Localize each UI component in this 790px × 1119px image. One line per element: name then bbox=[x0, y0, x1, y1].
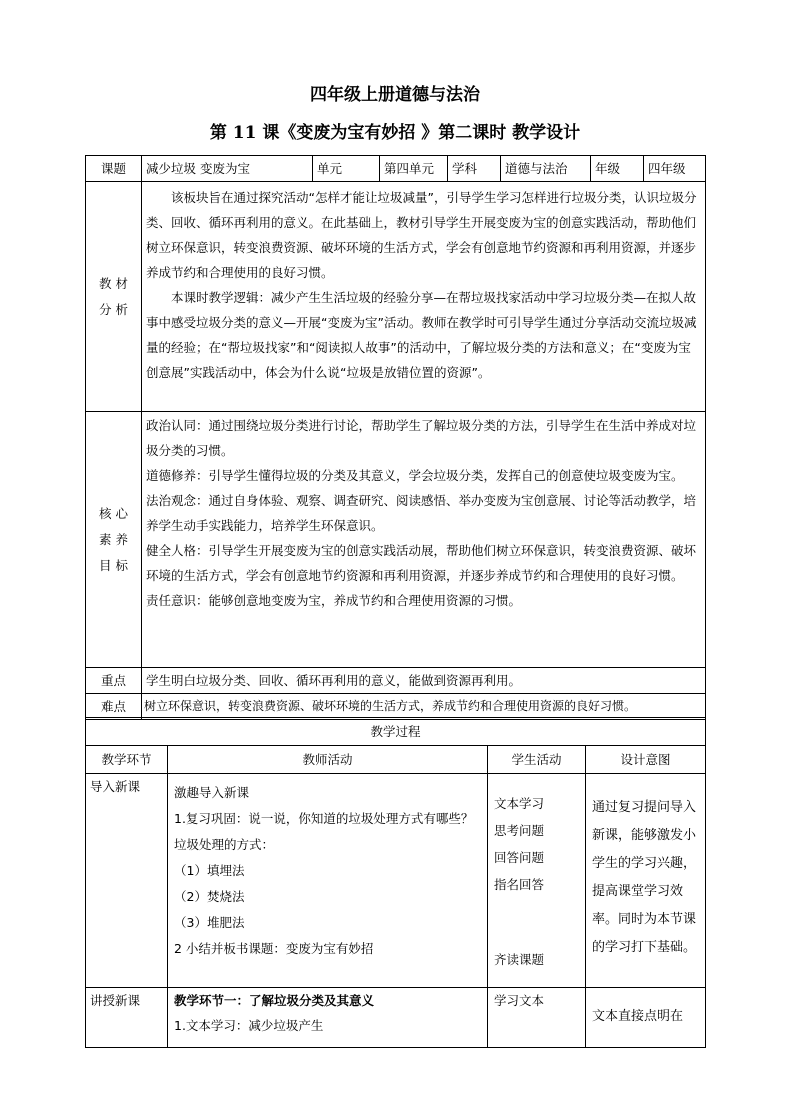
key-point-label: 重点 bbox=[86, 668, 142, 694]
intro-intent: 通过复习提问导入新课，能够激发小学生的学习兴趣，提高课堂学习效率。同时为本节课的学习打下基础。 bbox=[586, 774, 706, 988]
analysis-label-line-1: 教 材 bbox=[99, 275, 128, 291]
intro-student-cell bbox=[488, 774, 586, 988]
goals-label-line-3: 目 标 bbox=[99, 557, 128, 573]
goal-item: 政治认同：通过围绕垃圾分类进行讨论，帮助学生了解垃圾分类的方法，引导学生在生活中养成对垃圾分类的习惯。 bbox=[146, 418, 697, 458]
header-student: 学生活动 bbox=[488, 746, 586, 774]
lesson-stage: 讲授新课 bbox=[86, 988, 168, 1048]
document-subtitle: 第 11 课《变废为宝有妙招 》第二课时 教学设计 bbox=[209, 123, 581, 143]
lesson-info-table bbox=[85, 155, 706, 720]
goal-item: 法治观念：通过自身体验、观察、调查研究、阅读感悟、举办变废为宝创意展、讨论等活动教学，培养学生动手实践能力，培养学生环保意识。 bbox=[146, 493, 697, 533]
intro-student-line: 齐读课题 bbox=[494, 952, 545, 967]
intro-stage: 导入新课 bbox=[86, 774, 168, 988]
goals-label bbox=[86, 412, 142, 668]
subject-value: 道德与法治 bbox=[501, 156, 591, 182]
difficulty-label: 难点 bbox=[86, 694, 142, 720]
document-title: 四年级上册道德与法治 bbox=[310, 85, 480, 105]
goal-item: 责任意识：能够创意地变废为宝，养成节约和合理使用资源的习惯。 bbox=[146, 593, 522, 608]
analysis-label bbox=[86, 182, 142, 412]
analysis-paragraph-2: 本课时教学逻辑：减少产生生活垃圾的经验分享—在帮垃圾找家活动中学习垃圾分类—在拟人故事中感受垃圾分类的意义—开展“变废为宝”活动。教师在教学时可引导学生通过分享活动交流垃圾减量的经验；在“帮垃圾找家”和“阅读拟人故事”的活动中，了解垃圾分类的方法和意义；在“变废为宝创意展”实践活动中，体会为什么说“垃圾是放错位置的资源”。 bbox=[146, 290, 697, 380]
intro-student-line: 回答问题 bbox=[494, 850, 545, 865]
analysis-content bbox=[142, 182, 706, 412]
intro-student-line: 文本学习 bbox=[494, 796, 545, 811]
key-point-value: 学生明白垃圾分类、回收、循环再利用的意义，能做到资源再利用。 bbox=[142, 668, 706, 694]
unit-value: 第四单元 bbox=[380, 156, 448, 182]
intro-teacher-line: （2）焚烧法 bbox=[174, 889, 245, 904]
difficulty-value: 树立环保意识，转变浪费资源、破坏环境的生活方式，养成节约和合理使用资源的良好习惯。 bbox=[142, 694, 706, 720]
intro-teacher-line: 2 小结并板书课题：变废为宝有妙招 bbox=[174, 941, 374, 956]
lesson-student: 学习文本 bbox=[488, 988, 586, 1048]
goal-item: 健全人格：引导学生开展变废为宝的创意实践活动展，帮助他们树立环保意识，转变浪费资源、破坏环境的生活方式，学会有创意地节约资源和再利用资源，并逐步养成节约和合理使用的良好习惯。 bbox=[146, 543, 697, 583]
goal-item: 道德修养：引导学生懂得垃圾的分类及其意义，学会垃圾分类，发挥自己的创意使垃圾变废为宝。 bbox=[146, 468, 684, 483]
unit-label: 单元 bbox=[313, 156, 380, 182]
intro-teacher-line: 激趣导入新课 bbox=[174, 785, 250, 800]
goals-label-line-1: 核 心 bbox=[99, 505, 128, 521]
header-stage: 教学环节 bbox=[86, 746, 168, 774]
intro-student-line: 思考问题 bbox=[494, 823, 545, 838]
header-intent: 设计意图 bbox=[586, 746, 706, 774]
lesson-teacher-heading: 教学环节一：了解垃圾分类及其意义 bbox=[174, 993, 375, 1008]
header-teacher: 教师活动 bbox=[168, 746, 488, 774]
grade-value: 四年级 bbox=[644, 156, 706, 182]
intro-teacher-line: （1）填埋法 bbox=[174, 863, 245, 878]
subject-label: 学科 bbox=[448, 156, 501, 182]
lesson-teacher-line: 1.文本学习：减少垃圾产生 bbox=[174, 1018, 324, 1033]
grade-label: 年级 bbox=[591, 156, 644, 182]
process-title: 教学过程 bbox=[86, 718, 706, 746]
lesson-intent: 文本直接点明在 bbox=[586, 988, 706, 1048]
intro-teacher-line: 垃圾处理的方式： bbox=[174, 837, 275, 852]
topic-value: 减少垃圾 变废为宝 bbox=[142, 156, 313, 182]
intro-teacher-cell bbox=[168, 774, 488, 988]
analysis-label-line-2: 分 析 bbox=[99, 301, 128, 317]
analysis-paragraph-1: 该板块旨在通过探究活动“怎样才能让垃圾减量”，引导学生学习怎样进行垃圾分类，认识垃圾分类、回收、循环再利用的意义。在此基础上，教材引导学生开展变废为宝的创意实践活动，帮助他们树立环保意识，转变浪费资源、破坏环境的生活方式，学会有创意地节约资源和再利用资源，并逐步养成节约和合理使用的良好习惯。 bbox=[146, 190, 697, 280]
lesson-teacher-cell bbox=[168, 988, 488, 1048]
intro-teacher-line: （3）堆肥法 bbox=[174, 915, 245, 930]
topic-label: 课题 bbox=[86, 156, 142, 182]
goals-label-line-2: 素 养 bbox=[99, 531, 128, 547]
goals-content bbox=[142, 412, 706, 668]
intro-student-line: 指名回答 bbox=[494, 877, 545, 892]
intro-teacher-line: 1.复习巩固：说一说，你知道的垃圾处理方式有哪些？ bbox=[174, 811, 474, 826]
teaching-process-table bbox=[85, 717, 706, 1048]
